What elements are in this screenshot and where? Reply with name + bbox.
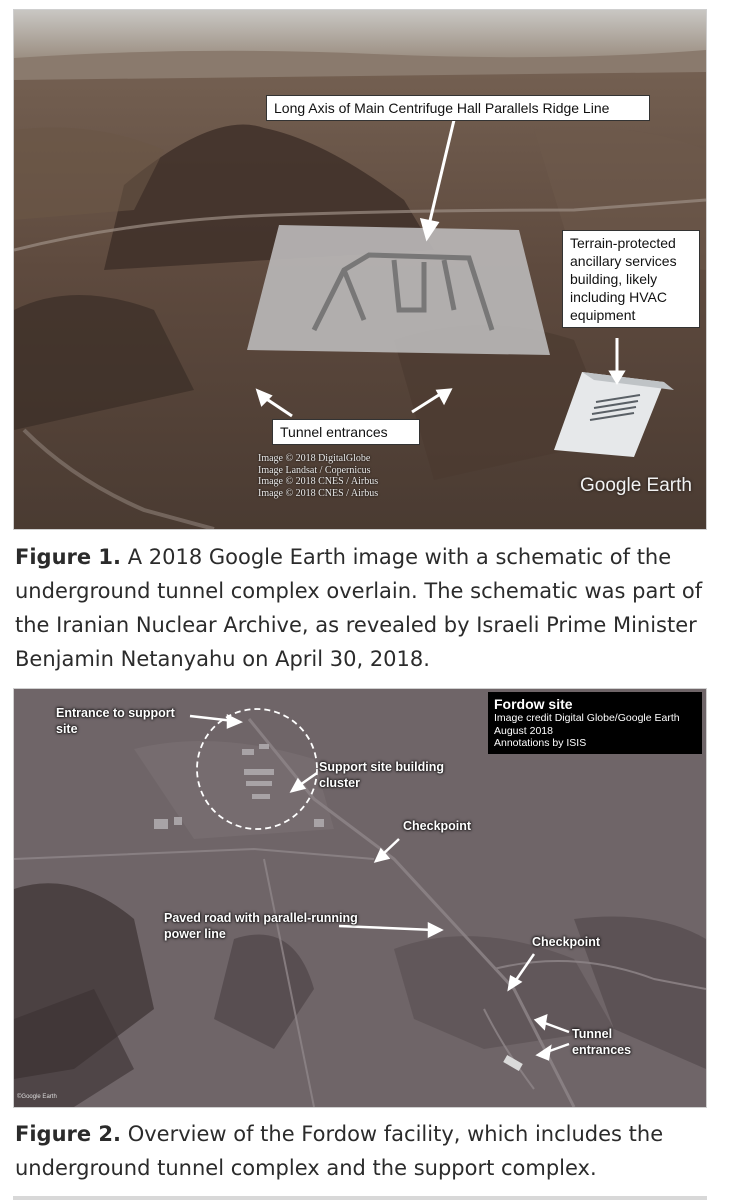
figure-2-image: [13, 688, 707, 1108]
google-earth-watermark: Google Earth: [580, 475, 692, 496]
label-tunnel-entrances: Tunnel entrances: [572, 1027, 632, 1057]
next-figure-edge: [13, 1196, 707, 1200]
figure-1-image: [13, 9, 707, 530]
image-credits: [258, 453, 378, 499]
info-title: Fordow site: [494, 696, 573, 712]
label-checkpoint-2: Checkpoint: [532, 935, 601, 949]
caption-label: Figure 2.: [15, 1122, 122, 1146]
label-entrance-support-site: Entrance to support site: [56, 706, 175, 736]
tunnel-entrances-callout: Tunnel entrances: [272, 419, 420, 445]
figure-2-caption: [15, 1117, 715, 1185]
fordow-info-box: [488, 692, 702, 754]
label-paved-road: Paved road with parallel-running power line: [164, 911, 358, 941]
info-line: August 2018: [494, 724, 553, 737]
google-earth-corner-mark: ©Google Earth: [17, 1094, 57, 1100]
label-support-building-cluster: Support site building cluster: [319, 760, 444, 790]
caption-text: Overview of the Fordow facility, which includes the underground tunnel complex and the support complex.: [15, 1122, 664, 1180]
figure-1-caption: [15, 540, 715, 676]
caption-label: Figure 1.: [15, 545, 122, 569]
info-line: Annotations by ISIS: [494, 737, 587, 749]
caption-text: A 2018 Google Earth image with a schematic of the underground tunnel complex overlain. The schematic was part of the Iranian Nuclear Archive, as revealed by Israeli Prime Minister Benjamin Netanyahu on April 30, 2018.: [15, 545, 703, 671]
info-line: Image credit Digital Globe/Google Earth: [494, 712, 680, 724]
terrain-building-callout: Terrain-protected ancillary services building, likely including HVAC equipment: [562, 230, 700, 328]
label-checkpoint-1: Checkpoint: [403, 819, 472, 833]
credit-line: Image Landsat / Copernicus: [258, 464, 371, 476]
credit-line: Image © 2018 DigitalGlobe: [258, 453, 371, 464]
credit-line: Image © 2018 CNES / Airbus: [258, 476, 379, 487]
credit-line: Image © 2018 CNES / Airbus: [258, 487, 379, 499]
main-hall-callout: Long Axis of Main Centrifuge Hall Parallels Ridge Line: [266, 95, 650, 121]
